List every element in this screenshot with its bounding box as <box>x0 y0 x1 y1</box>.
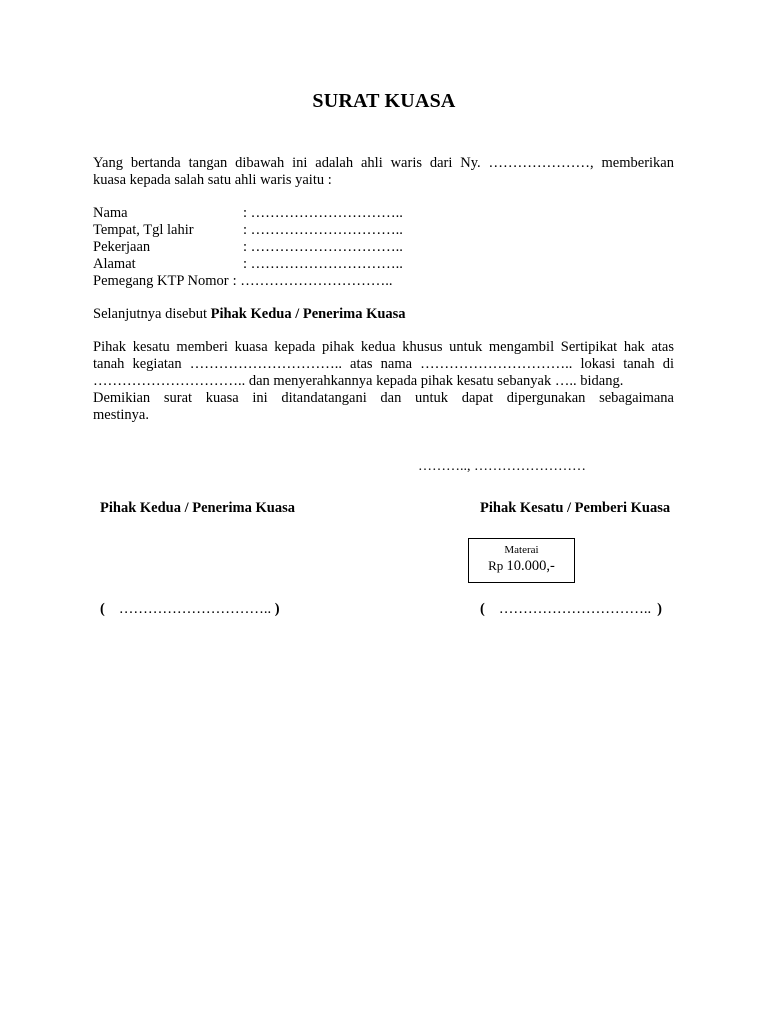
field-value: : ………………………….. <box>243 205 403 221</box>
intro-paragraph <box>93 155 674 189</box>
field-row-nama <box>93 205 513 222</box>
field-label: Pekerjaan <box>93 239 151 255</box>
body-line-4: Demikian surat kuasa ini ditandatangani dan untuk dapat dipergunakan sebagaimana <box>93 390 674 406</box>
field-value: : ………………………….. <box>243 239 403 255</box>
field-label: Tempat, Tgl lahir <box>93 222 194 238</box>
intro-line-2: kuasa kepada salah satu ahli waris yaitu : <box>93 172 332 188</box>
stamp-duty-box <box>468 538 575 583</box>
field-row-ktp <box>93 273 513 290</box>
field-value: : ………………………….. <box>232 273 393 289</box>
name-placeholder: ………………………….. <box>118 601 272 617</box>
second-party-signature-label: Pihak Kedua / Penerima Kuasa <box>100 500 295 516</box>
field-row-tempat-tgl-lahir <box>93 222 513 239</box>
body-paragraph <box>93 339 674 424</box>
first-party-name-line <box>480 601 662 618</box>
name-placeholder: ………………………….. <box>498 601 652 617</box>
body-line-1: Pihak kesatu memberi kuasa kepada pihak kedua khusus untuk mengambil Sertipikat hak atas <box>93 339 674 355</box>
place-date: ……….., …………………… <box>418 459 586 474</box>
field-value: : ………………………….. <box>243 256 403 272</box>
second-party-paragraph <box>93 306 674 323</box>
first-party-signature-label: Pihak Kesatu / Pemberi Kuasa <box>480 500 671 516</box>
second-party-name-line <box>100 601 280 618</box>
field-label: Pemegang KTP Nomor <box>93 273 229 289</box>
body-line-5: mestinya. <box>93 407 149 423</box>
stamp-title: Materai <box>504 544 539 556</box>
stamp-currency: Rp <box>488 558 504 573</box>
stamp-amount: 10.000,- <box>506 558 555 574</box>
field-value: : ………………………….. <box>243 222 403 238</box>
stamp-amount-line <box>469 557 574 575</box>
second-party-name: Pihak Kedua / Penerima Kuasa <box>210 306 406 322</box>
field-label: Nama <box>93 205 128 221</box>
second-party-prefix: Selanjutnya disebut <box>93 306 211 322</box>
intro-line-1: Yang bertanda tangan dibawah ini adalah ahli waris dari Ny. …………………, memberikan <box>93 155 674 171</box>
paren-close: ) <box>274 601 280 617</box>
identity-fields <box>93 205 513 290</box>
field-row-pekerjaan <box>93 239 513 256</box>
paren-close: ) <box>657 601 662 617</box>
paren-open: ( <box>480 601 485 617</box>
body-line-2: tanah kegiatan ………………………….. atas nama ………………………….. lokasi tanah di <box>93 356 674 372</box>
field-row-alamat <box>93 256 513 273</box>
document-title: SURAT KUASA <box>312 90 456 112</box>
body-line-3: ………………………….. dan menyerahkannya kepada pihak kesatu sebanyak ….. bidang. <box>93 373 624 389</box>
paren-open: ( <box>100 601 105 617</box>
field-label: Alamat <box>93 256 136 272</box>
